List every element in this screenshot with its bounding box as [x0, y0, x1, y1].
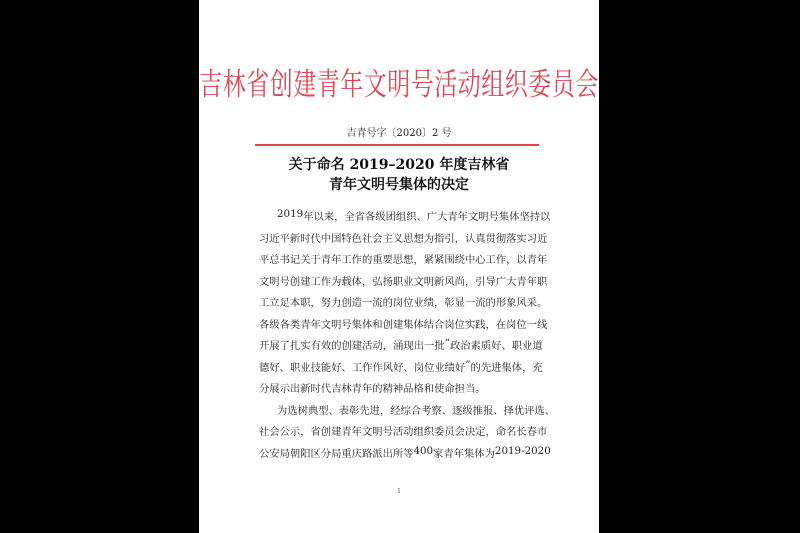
body-line: 公 安 局 朝 阳 区 分 局 重 庆 路 派 出 所 等 400 家 青 年 集 体 为 2019-2020	[259, 444, 551, 460]
body-line: 文 明 号 创 建 工 作 为 载 体 ， 弘 扬 职 业 文 明 新 风 尚 ， 引 导 广 大 青 年 职	[259, 275, 548, 288]
body-line: 各 级 各 类 青 年 文 明 号 集 体 和 创 建 集 体 结 合 岗 位 实 践 ， 在 岗 位 一 线	[259, 318, 548, 331]
body-line: 开 展 了 扎 实 有 效 的 创 建 活 动 ， 涌 现 出 一 批 “ 政 治 素 质 好 、 职 业 道	[259, 337, 543, 352]
document-title-line-1: 关于命名 2019–2020 年度吉林省	[288, 157, 510, 173]
page-number: 1	[397, 488, 401, 495]
body-line: 分 展 示 出 新 时 代 吉 林 青 年 的 精 神 品 格 和 使 命 担 当 。	[259, 383, 486, 395]
red-divider-line	[255, 144, 539, 146]
body-line: 2019 年 以 来 ， 全 省 各 级 团 组 织 、 广 大 青 年 文 明 号 集 体 坚 持 以	[277, 208, 551, 223]
body-line: 为 选 树 典 型 、 表 彰 先 进 ， 经 综 合 考 察 、 逐 级 推 报 、 择 优 评 选 、	[277, 404, 556, 417]
body-line: 德 好 、 职 业 技 能 好 、 工 作 作 风 好 、 岗 位 业 绩 好 ” 的 先 进 集 体 ， 充	[259, 358, 543, 374]
document-page	[199, 0, 599, 533]
body-line: 习 近 平 新 时 代 中 国 特 色 社 会 主 义 思 想 为 指 引 ， 认 真 贯 彻 落 实 习 近	[259, 232, 548, 245]
document-title-line-2: 青年文明号集体的决定	[329, 177, 469, 193]
body-line: 工 立 足 本 职 ， 努 力 创 造 一 流 的 岗 位 业 绩 ， 彰 显 一 流 的 形 象 风 采 。	[259, 297, 548, 309]
body-line: 平 总 书 记 关 于 青 年 工 作 的 重 要 思 想 ， 紧 紧 围 绕 中 心 工 作 ， 以 青 年	[259, 254, 548, 266]
body-line: 社 会 公 示 ， 省 创 建 青 年 文 明 号 活 动 组 织 委 员 会 决 定 ， 命 名 长 春 市	[259, 426, 548, 438]
letterhead-title: 吉林省创建青年文明号活动组织委员会	[199, 68, 599, 104]
document-number: 吉青号字〔2020〕2 号	[346, 128, 452, 139]
